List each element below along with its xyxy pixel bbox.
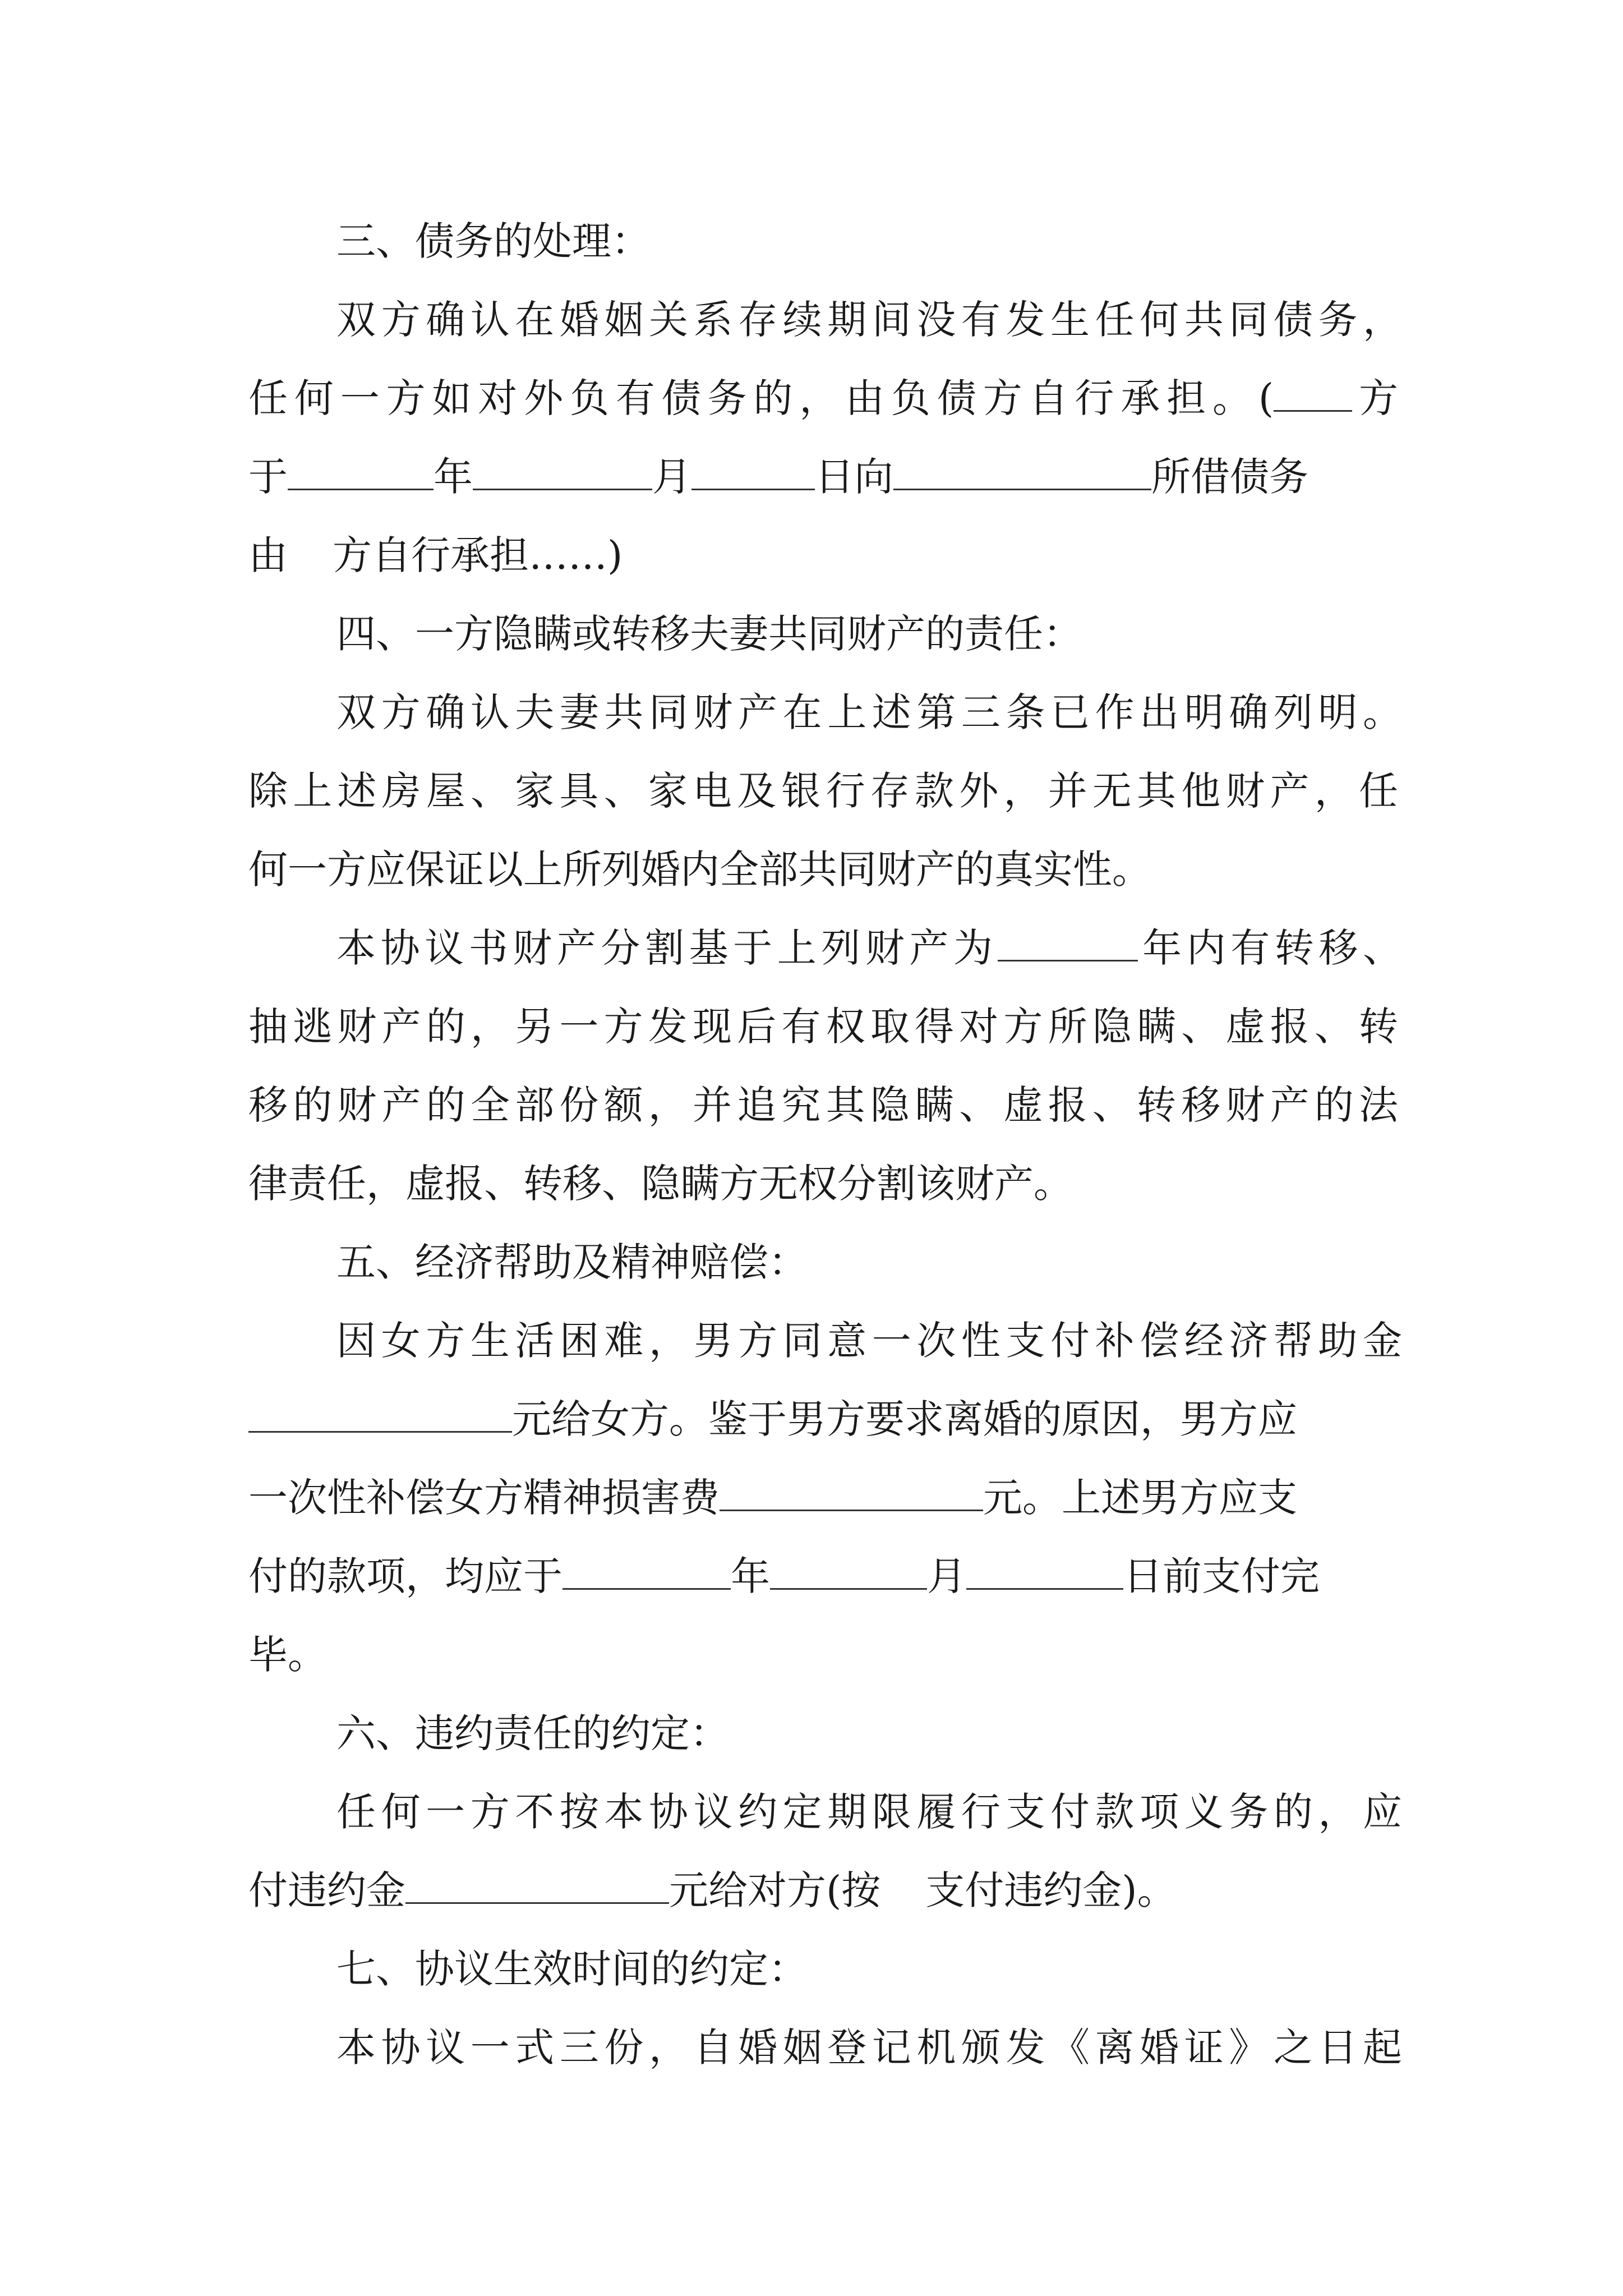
section-7-line-1: 本协议一式三份，自婚姻登记机颁发《离婚证》之日起 — [336, 2024, 1402, 2070]
section-4-para-1-line-1: 双方确认夫妻共同财产在上述第三条已作出明确列明。 — [336, 689, 1402, 735]
blank-field — [770, 1554, 927, 1590]
section-3-line-3: 于 年 月 日向 所借债务 — [248, 454, 1308, 500]
blank-field — [1274, 376, 1352, 412]
section-7-heading: 七、协议生效时间的约定： — [336, 1946, 808, 1992]
section-4-para-2-line-2: 抽逃财产的，另一方发现后有权取得对方所隐瞒、虚报、转 — [248, 1004, 1398, 1050]
section-4-para-2-line-1: 本协议书财产分割基于上列财产为 年内有转移、 — [336, 925, 1403, 971]
blank-field — [248, 1397, 512, 1433]
blank-field — [720, 1476, 983, 1511]
section-3-line-1: 双方确认在婚姻关系存续期间没有发生任何共同债务， — [336, 297, 1402, 343]
section-6-heading: 六、违约责任的约定： — [336, 1710, 729, 1756]
section-5-line-1: 因女方生活困难，男方同意一次性支付补偿经济帮助金 — [336, 1318, 1402, 1364]
blank-field — [998, 926, 1138, 961]
section-6-line-2: 付违约金 元给对方(按 支付违约金)。 — [248, 1867, 1177, 1913]
section-5-line-2: 元给女方。鉴于男方要求离婚的原因，男方应 — [248, 1391, 1398, 1447]
blank-field — [691, 455, 815, 490]
blank-field — [562, 1554, 731, 1590]
blank-field — [966, 1554, 1123, 1590]
section-4-para-2-line-3: 移的财产的全部份额，并追究其隐瞒、虚报、转移财产的法 — [248, 1082, 1398, 1128]
blank-field — [893, 455, 1151, 490]
section-4-heading: 四、一方隐瞒或转移夫妻共同财产的责任： — [336, 611, 1082, 657]
blank-field — [405, 1869, 669, 1904]
section-3-line-4: 由 方自行承担……) — [248, 532, 623, 578]
section-4-para-1-line-2: 除上述房屋、家具、家电及银行存款外，并无其他财产，任 — [248, 768, 1398, 814]
section-5-heading: 五、经济帮助及精神赔偿： — [336, 1239, 808, 1285]
section-5-line-4: 付的款项，均应于 年 月 日前支付完 — [248, 1553, 1320, 1599]
blank-field — [288, 455, 434, 490]
section-5-line-3: 一次性补偿女方精神损害费 元。上述男方应支 — [248, 1475, 1297, 1521]
section-4-para-2-line-4: 律责任，虚报、转移、隐瞒方无权分割该财产。 — [248, 1161, 1073, 1207]
section-3-line-2: 任何一方如对外负有债务的，由负债方自行承担。( 方 — [248, 375, 1398, 421]
blank-field — [473, 455, 652, 490]
section-6-line-1: 任何一方不按本协议约定期限履行支付款项义务的，应 — [336, 1789, 1402, 1835]
section-3-heading: 三、债务的处理： — [336, 218, 651, 264]
section-4-para-1-line-3: 何一方应保证以上所列婚内全部共同财产的真实性。 — [248, 846, 1151, 892]
section-5-line-5: 毕。 — [248, 1632, 327, 1678]
